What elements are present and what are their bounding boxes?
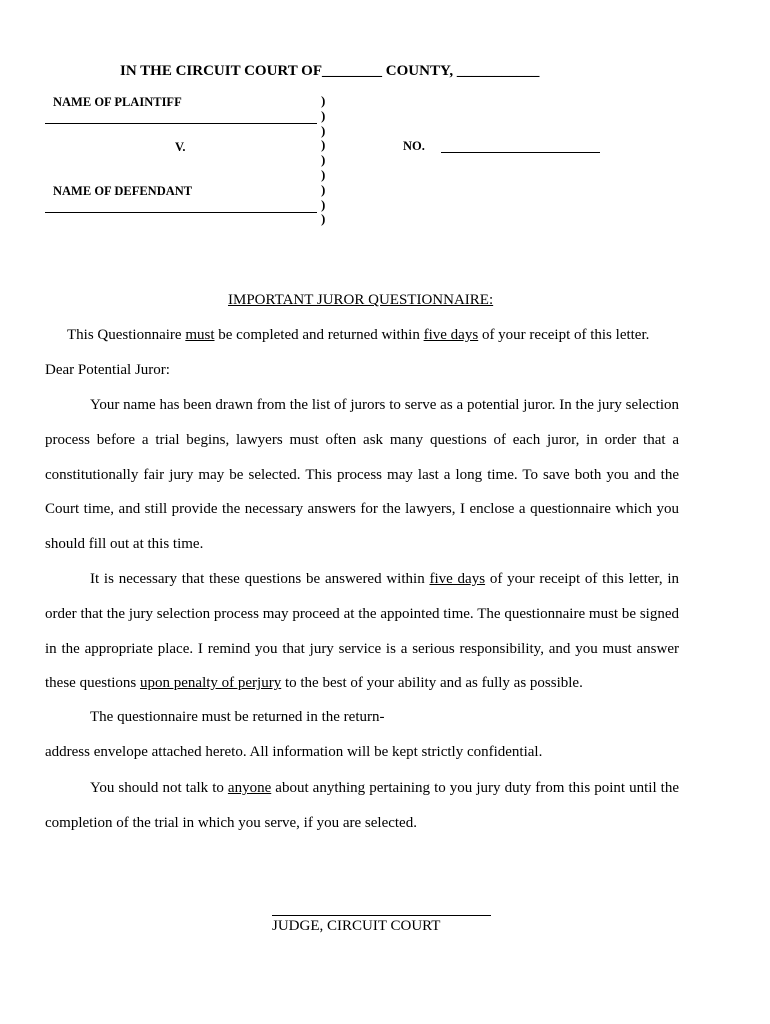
- paragraph-1: Your name has been drawn from the list of jurors to serve as a potential juror. In the jury selection process before a trial begins, lawyers must often ask many questions of each juror, in order that a constitutionally fair jury may be selected. This process may last a long time. To save both you and the Court time, and still provide the necessary answers for the lawyers, I enclose a questionnaire which you should fill out at this time.: [45, 397, 679, 553]
- paragraph-2: It is necessary that these questions be answered within five days of your receipt of this letter, in order that the jury selection process may proceed at the appointed time. The questionnaire must be signed in the appropriate place. I remind you that jury service is a serious responsibility, and you must answer these questions upon penalty of perjury to the best of your ability and as fully as possible.: [45, 571, 679, 692]
- defendant-name-line[interactable]: [45, 212, 317, 213]
- emphasis-five-days: five days: [429, 571, 486, 587]
- paren: ): [321, 211, 326, 227]
- paragraph-3-line-1: The questionnaire must be returned in the return-: [90, 709, 385, 725]
- plaintiff-name-line[interactable]: [45, 123, 317, 124]
- plaintiff-label: NAME OF PLAINTIFF: [53, 95, 182, 109]
- paren: ): [321, 152, 326, 168]
- salutation: Dear Potential Juror:: [45, 362, 170, 378]
- paren: ): [321, 93, 326, 108]
- court-name-blank[interactable]: ________: [322, 63, 383, 79]
- versus-label: V.: [175, 140, 186, 154]
- paren: ): [321, 137, 326, 153]
- county-label: COUNTY,: [385, 63, 454, 79]
- court-prefix: IN THE CIRCUIT COURT OF: [120, 63, 323, 79]
- court-title: [120, 63, 539, 80]
- paragraph-4: You should not talk to anyone about anything pertaining to you jury duty from this point until the completion of the trial in which you serve, if you are selected.: [45, 780, 679, 831]
- paren: ): [321, 122, 326, 138]
- paren: ): [321, 196, 326, 212]
- signature-line[interactable]: [272, 915, 491, 916]
- emphasis-must: must: [185, 327, 215, 343]
- paragraph-3-line-2: address envelope attached hereto. All information will be kept strictly confidential.: [45, 744, 543, 760]
- county-blank[interactable]: ___________: [456, 63, 540, 79]
- caption-parentheses: [321, 94, 325, 227]
- case-number-label: NO.: [403, 139, 425, 153]
- emphasis-five-days: five days: [423, 327, 479, 343]
- questionnaire-heading: IMPORTANT JUROR QUESTIONNAIRE:: [228, 292, 494, 308]
- signature-label: JUDGE, CIRCUIT COURT: [272, 918, 441, 934]
- emphasis-anyone: anyone: [227, 780, 272, 796]
- paren: ): [321, 107, 326, 123]
- case-number-line[interactable]: [441, 152, 600, 153]
- emphasis-perjury: upon penalty of perjury: [140, 675, 282, 692]
- notice-line: This Questionnaire must be completed and returned within five days of your receipt of this letter.: [67, 327, 650, 343]
- paren: ): [321, 181, 326, 197]
- defendant-label: NAME OF DEFENDANT: [53, 184, 193, 198]
- paren: ): [321, 166, 326, 182]
